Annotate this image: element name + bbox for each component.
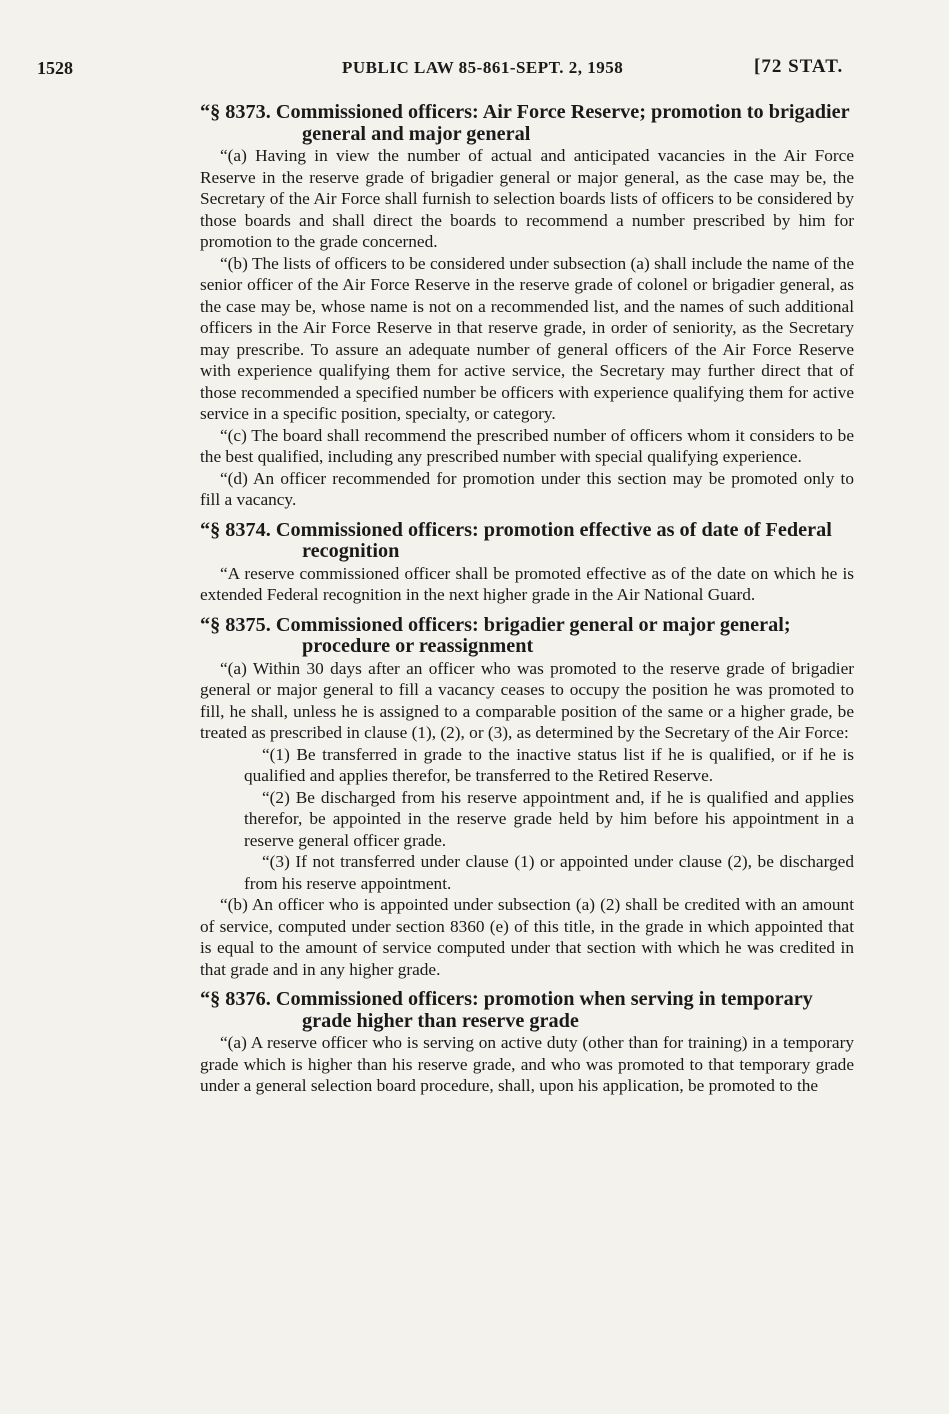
clause: “(1) Be transferred in grade to the inactive status list if he is qualified, or if he is qualified and applies therefor, be transferred to the Retired Reserve. [244,744,854,785]
section-8375 [200,615,854,981]
section-8374 [200,520,854,606]
clause: “(2) Be discharged from his reserve appointment and, if he is qualified and applies therefor, be appointed in the reserve grade held by him before his appointment in a reserve general officer grade. [244,787,854,850]
section-heading: “§ 8374. Commissioned officers: promotion effective as of date of Federal recognition [200,518,832,562]
paragraph: “(a) A reserve officer who is serving on active duty (other than for training) in a temporary grade which is higher than his reserve grade, and who was promoted to that temporary grade under a general selection board procedure, shall, upon his application, be promoted to the [200,1033,854,1095]
paragraph: “A reserve commissioned officer shall be promoted effective as of the date on which he is extended Federal recognition in the next higher grade in the Air National Guard. [200,563,854,604]
section-heading: “§ 8375. Commissioned officers: brigadier general or major general; procedure or reassignment [200,613,791,657]
section-8376 [200,989,854,1097]
paragraph: “(d) An officer recommended for promotion under this section may be promoted only to fill a vacancy. [200,468,854,509]
statute-volume: [72 STAT. [754,56,844,77]
paragraph: “(b) The lists of officers to be considered under subsection (a) shall include the name of the senior officer of the Air Force Reserve in the reserve grade of colonel or brigadier general, as the case may be, whose name is not on a recommended list, and the names of such additional officers in the Air Force Reserve in that reserve grade, in order of seniority, as the Secretary may prescribe. To assure an adequate number of general officers of the Air Force Reserve with experience qualifying them for active service, the Secretary may further direct that of those recommended a specified number be officers with experience qualifying them for active service in a specific position, specialty, or category. [200,253,854,423]
clause: “(3) If not transferred under clause (1) or appointed under clause (2), be discharged from his reserve appointment. [244,852,854,893]
section-heading: “§ 8376. Commissioned officers: promotion when serving in temporary grade higher than reserve grade [200,988,813,1032]
paragraph: “(a) Within 30 days after an officer who was promoted to the reserve grade of brigadier general or major general to fill a vacancy ceases to occupy the position he was promoted to fill, he shall, unless he is assigned to a comparable position of the same or a higher grade, be treated as prescribed in clause (1), (2), or (3), as determined by the Secretary of the Air Force: [200,658,854,742]
page-number: 1528 [37,58,73,78]
paragraph: “(c) The board shall recommend the prescribed number of officers whom it considers to be the best qualified, including any prescribed number with special qualifying experience. [200,425,854,466]
running-header-title: PUBLIC LAW 85-861-SEPT. 2, 1958 [342,58,624,77]
paragraph: “(a) Having in view the number of actual and anticipated vacancies in the Air Force Reserve in the reserve grade of brigadier general or major general, as the case may be, the Secretary of the Air Force shall furnish to selection boards lists of officers to be considered by those boards and shall direct the boards to recommend a number prescribed by him for promotion to the grade concerned. [200,146,854,251]
section-heading: “§ 8373. Commissioned officers: Air Force Reserve; promotion to brigadier general and major general [200,101,850,145]
section-8373 [200,102,854,511]
document-body [200,102,854,1097]
paragraph: “(b) An officer who is appointed under subsection (a) (2) shall be credited with an amount of service, computed under section 8360 (e) of this title, in the grade in which appointed that is equal to the amount of service computed under that section with which he was credited in that grade and in any higher grade. [200,895,854,979]
